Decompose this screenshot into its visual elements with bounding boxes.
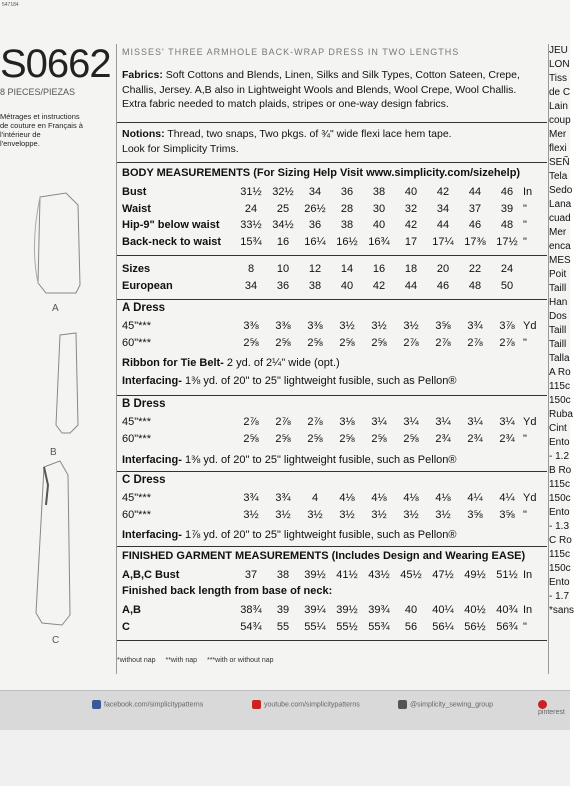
notions-text: Thread, two snaps, Two pkgs. of ¾" wide flexi lace hem tape. bbox=[167, 128, 452, 140]
table-cell: 40¾ bbox=[496, 604, 518, 617]
translated-line: Lain bbox=[549, 101, 568, 112]
fabrics-text: Challis, Jersey. A,B also in Lightweight Wools and Blends, Wool Crepe, Wool Challis. bbox=[122, 83, 517, 96]
table-cell: 38 bbox=[372, 186, 386, 199]
table-cell: 34 bbox=[244, 279, 258, 292]
unit-cell: In bbox=[523, 604, 533, 617]
table-cell: 34 bbox=[308, 186, 322, 199]
table-cell: 40 bbox=[340, 279, 354, 292]
table-row bbox=[122, 261, 551, 278]
table-cell: 12 bbox=[308, 263, 322, 276]
divider bbox=[117, 546, 547, 547]
table-cell: 2⅞ bbox=[243, 416, 259, 429]
table-cell: 4⅛ bbox=[435, 492, 451, 505]
translated-line: B Ro bbox=[549, 465, 572, 476]
fabrics-label: Fabrics: bbox=[122, 69, 163, 81]
table-cell: 3½ bbox=[371, 320, 387, 333]
table-cell: 3½ bbox=[371, 508, 387, 521]
translated-line: Tela bbox=[549, 171, 568, 182]
table-cell: 56¾ bbox=[496, 620, 518, 633]
table-row bbox=[122, 335, 551, 352]
table-cell: 39 bbox=[276, 604, 290, 617]
table-cell: 38 bbox=[276, 569, 290, 582]
table-cell: 51½ bbox=[496, 569, 518, 582]
table-row bbox=[122, 217, 551, 234]
unit-cell: " bbox=[523, 202, 527, 215]
table-cell: 2¾ bbox=[499, 432, 515, 445]
table-cell: 2⅝ bbox=[403, 432, 419, 445]
table-cell: 28 bbox=[340, 202, 354, 215]
table-cell: 16¾ bbox=[368, 235, 390, 248]
translated-line: 115c bbox=[549, 381, 570, 392]
translated-line: Ento bbox=[549, 437, 570, 448]
translated-line: SEÑ bbox=[549, 157, 570, 168]
table-cell: 30 bbox=[372, 202, 386, 215]
table-cell: 3½ bbox=[403, 320, 419, 333]
table-cell: 2⅝ bbox=[275, 432, 291, 445]
unit-cell bbox=[523, 261, 551, 278]
fabrics-section bbox=[122, 68, 542, 112]
french-note bbox=[0, 112, 112, 148]
translated-line: Han bbox=[549, 297, 568, 308]
table-cell: 43½ bbox=[368, 569, 390, 582]
translated-line: A Ro bbox=[549, 367, 571, 378]
table-cell: 20 bbox=[436, 263, 450, 276]
table-cell: 24 bbox=[500, 263, 514, 276]
table-cell: 10 bbox=[276, 263, 290, 276]
table-row bbox=[122, 184, 551, 201]
table-cell: 31½ bbox=[240, 186, 262, 199]
unit-cell: " bbox=[523, 432, 527, 445]
table-cell: 3¾ bbox=[467, 320, 483, 333]
translated-line: flexi bbox=[549, 143, 567, 154]
body-measurements-heading: BODY MEASUREMENTS (For Sizing Help Visit www.simplicity.com/sizehelp) bbox=[122, 167, 521, 179]
translated-line: 150c bbox=[549, 563, 571, 574]
table-cell: 3½ bbox=[307, 508, 323, 521]
translated-line: Talla bbox=[549, 353, 570, 364]
table-cell: 40 bbox=[404, 186, 418, 199]
divider bbox=[117, 122, 547, 123]
notions-section bbox=[122, 127, 542, 156]
dress-b-yardage-table bbox=[122, 414, 551, 447]
interfacing-c-note bbox=[122, 529, 457, 541]
translated-line: 115c bbox=[549, 479, 570, 490]
divider bbox=[117, 395, 547, 396]
unit-cell: Yd bbox=[523, 492, 537, 505]
table-cell: 56 bbox=[404, 620, 418, 633]
table-cell: 3¾ bbox=[275, 492, 291, 505]
translated-line: Ento bbox=[549, 577, 570, 588]
table-cell: 40¼ bbox=[432, 604, 454, 617]
table-cell: 2⅞ bbox=[307, 416, 323, 429]
table-cell: 2⅝ bbox=[371, 432, 387, 445]
unit-cell: Yd bbox=[523, 320, 537, 333]
table-cell: 46 bbox=[436, 279, 450, 292]
ribbon-note bbox=[122, 357, 340, 369]
table-row bbox=[122, 234, 551, 251]
table-cell: 3½ bbox=[403, 508, 419, 521]
view-illustrations bbox=[18, 185, 113, 655]
table-row bbox=[122, 278, 551, 295]
pattern-number: S0662 bbox=[0, 42, 111, 86]
row-label: 60"*** bbox=[122, 508, 151, 521]
dress-c-heading: C Dress bbox=[122, 474, 166, 486]
table-cell: 55¼ bbox=[304, 620, 326, 633]
interfacing-text: 1⅜ yd. of 20" to 25" lightweight fusible, such as Pellon® bbox=[184, 375, 457, 387]
translated-line: coup bbox=[549, 115, 571, 126]
translated-line: Ruba bbox=[549, 409, 573, 420]
dress-a-heading: A Dress bbox=[122, 302, 166, 314]
table-cell: 40½ bbox=[464, 604, 486, 617]
table-cell: 3¼ bbox=[371, 416, 387, 429]
row-label: 60"*** bbox=[122, 336, 151, 349]
table-cell: 32½ bbox=[272, 186, 294, 199]
row-label: Back-neck to waist bbox=[122, 235, 222, 248]
table-cell: 16¼ bbox=[304, 235, 326, 248]
interfacing-b-note bbox=[122, 454, 457, 466]
view-label-b: B bbox=[50, 447, 57, 458]
unit-cell: " bbox=[523, 508, 527, 521]
translated-line: 115c bbox=[549, 549, 570, 560]
table-row bbox=[122, 619, 551, 636]
table-cell: 55¾ bbox=[368, 620, 390, 633]
view-a-sketch bbox=[38, 193, 80, 293]
table-cell: 3⅝ bbox=[499, 508, 515, 521]
row-label: A,B bbox=[122, 604, 141, 617]
table-cell: 4⅛ bbox=[403, 492, 419, 505]
twitter-text: @simplicity_sewing_group bbox=[410, 701, 493, 709]
page-bottom-margin bbox=[0, 730, 570, 786]
view-b-sketch bbox=[56, 333, 78, 433]
table-cell: 3¼ bbox=[435, 416, 451, 429]
table-cell: 56¼ bbox=[432, 620, 454, 633]
unit-cell: Yd bbox=[523, 416, 537, 429]
table-cell: 15¾ bbox=[240, 235, 262, 248]
table-cell: 38 bbox=[340, 219, 354, 232]
row-label: European bbox=[122, 279, 173, 292]
table-cell: 4 bbox=[311, 492, 319, 505]
table-cell: 2⅝ bbox=[339, 432, 355, 445]
translated-line: 150c bbox=[549, 493, 571, 504]
table-cell: 42 bbox=[436, 186, 450, 199]
table-cell: 48 bbox=[468, 279, 482, 292]
table-cell: 2⅞ bbox=[403, 336, 419, 349]
table-cell: 4⅛ bbox=[339, 492, 355, 505]
unit-cell: In bbox=[523, 569, 533, 582]
view-c-sketch bbox=[36, 461, 70, 625]
unit-cell bbox=[523, 278, 551, 295]
table-cell: 3⅜ bbox=[243, 320, 259, 333]
table-cell: 39 bbox=[500, 202, 514, 215]
translated-line: MES bbox=[549, 255, 571, 266]
unit-cell: " bbox=[523, 235, 527, 248]
table-cell: 26½ bbox=[304, 202, 326, 215]
table-cell: 3¼ bbox=[467, 416, 483, 429]
facebook-icon bbox=[92, 700, 101, 709]
table-cell: 34½ bbox=[272, 219, 294, 232]
row-label: A,B,C Bust bbox=[122, 569, 180, 582]
translated-line: Taill bbox=[549, 325, 567, 336]
fabrics-text: Soft Cottons and Blends, Linen, Silks and Silk Types, Cotton Sateen, Crepe, bbox=[165, 69, 520, 81]
finished-length-table bbox=[122, 602, 551, 635]
divider bbox=[117, 255, 547, 256]
view-label-a: A bbox=[52, 303, 59, 314]
table-cell: 3¼ bbox=[403, 416, 419, 429]
translated-line: Dos bbox=[549, 311, 567, 322]
table-cell: 16 bbox=[372, 263, 386, 276]
footnote: *without nap bbox=[117, 657, 156, 664]
table-cell: 18 bbox=[404, 263, 418, 276]
table-cell: 2¾ bbox=[435, 432, 451, 445]
youtube-link[interactable] bbox=[252, 700, 360, 709]
translated-line: Taill bbox=[549, 283, 567, 294]
table-cell: 16½ bbox=[336, 235, 358, 248]
translated-line: Mer bbox=[549, 227, 567, 238]
interfacing-text: 1⅜ yd. of 20" to 25" lightweight fusible, such as Pellon® bbox=[184, 454, 457, 466]
table-cell: 44 bbox=[468, 186, 482, 199]
table-cell: 47½ bbox=[432, 569, 454, 582]
table-cell: 14 bbox=[340, 263, 354, 276]
table-row bbox=[122, 507, 551, 524]
table-row bbox=[122, 602, 551, 619]
table-cell: 36 bbox=[276, 279, 290, 292]
translated-line: - 1.3 bbox=[549, 521, 570, 532]
dress-b-heading: B Dress bbox=[122, 398, 166, 410]
table-cell: 8 bbox=[247, 263, 255, 276]
table-cell: 36 bbox=[340, 186, 354, 199]
table-cell: 46 bbox=[500, 186, 514, 199]
table-cell: 2¾ bbox=[467, 432, 483, 445]
unit-cell: " bbox=[523, 620, 527, 633]
table-cell: 4¼ bbox=[467, 492, 483, 505]
pinterest-text: pinterest bbox=[538, 709, 565, 716]
translated-line: Ento bbox=[549, 507, 570, 518]
youtube-text: youtube.com/simplicitypatterns bbox=[264, 701, 360, 709]
ribbon-text: 2 yd. of 2¼" wide (opt.) bbox=[226, 357, 340, 369]
table-cell: 37 bbox=[244, 569, 258, 582]
unit-cell: " bbox=[523, 336, 527, 349]
youtube-icon bbox=[252, 700, 261, 709]
table-cell: 39½ bbox=[304, 569, 326, 582]
row-label: 45"*** bbox=[122, 492, 151, 505]
ribbon-label: Ribbon for Tie Belt- bbox=[122, 357, 224, 369]
table-cell: 3⅝ bbox=[467, 508, 483, 521]
finished-measurements-heading: FINISHED GARMENT MEASUREMENTS (Includes Design and Wearing EASE) bbox=[122, 550, 526, 562]
table-cell: 3⅞ bbox=[499, 320, 515, 333]
table-cell: 2⅝ bbox=[307, 432, 323, 445]
translated-line: de C bbox=[549, 87, 571, 98]
unit-cell: " bbox=[523, 219, 527, 232]
table-row bbox=[122, 414, 551, 431]
footnotes bbox=[117, 657, 282, 664]
translated-line: Lana bbox=[549, 199, 572, 210]
table-cell: 2⅝ bbox=[339, 336, 355, 349]
table-cell: 50 bbox=[500, 279, 514, 292]
sizes-table bbox=[122, 261, 551, 294]
table-cell: 3⅜ bbox=[307, 320, 323, 333]
table-cell: 2⅝ bbox=[275, 336, 291, 349]
table-cell: 56½ bbox=[464, 620, 486, 633]
dress-a-yardage-table bbox=[122, 318, 551, 351]
table-cell: 4¼ bbox=[499, 492, 515, 505]
translated-line: JEU bbox=[549, 45, 568, 56]
translated-line: C Ro bbox=[549, 535, 572, 546]
translated-line: - 1.2 bbox=[549, 451, 570, 462]
table-cell: 40 bbox=[404, 604, 418, 617]
table-cell: 3⅜ bbox=[275, 320, 291, 333]
footnote: ***with or without nap bbox=[206, 657, 274, 664]
table-cell: 2⅞ bbox=[499, 336, 515, 349]
pattern-title: MISSES' THREE ARMHOLE BACK-WRAP DRESS IN TWO LENGTHS bbox=[122, 47, 460, 57]
table-cell: 4⅛ bbox=[371, 492, 387, 505]
table-cell: 17⅜ bbox=[464, 235, 486, 248]
table-cell: 17 bbox=[404, 235, 418, 248]
translated-line: 150c bbox=[549, 395, 571, 406]
interfacing-text: 1⅞ yd. of 20" to 25" lightweight fusible, such as Pellon® bbox=[184, 529, 457, 541]
french-note-line: de couture en Français à bbox=[0, 121, 83, 130]
table-cell: 3½ bbox=[275, 508, 291, 521]
table-cell: 42 bbox=[372, 279, 386, 292]
pieces-count: 8 PIECES/PIEZAS bbox=[0, 87, 76, 97]
row-label: 60"*** bbox=[122, 432, 151, 445]
fabrics-text: Extra fabric needed to match plaids, stripes or one-way design fabrics. bbox=[122, 98, 449, 110]
table-cell: 44 bbox=[436, 219, 450, 232]
translated-line: Cint bbox=[549, 423, 567, 434]
translated-column bbox=[548, 44, 574, 674]
pinterest-link[interactable] bbox=[538, 700, 570, 716]
row-label: Waist bbox=[122, 202, 151, 215]
table-cell: 49½ bbox=[464, 569, 486, 582]
body-measurements-table bbox=[122, 184, 551, 250]
translated-line: enca bbox=[549, 241, 571, 252]
interfacing-label: Interfacing- bbox=[122, 454, 182, 466]
pinterest-icon bbox=[538, 700, 547, 709]
table-cell: 41½ bbox=[336, 569, 358, 582]
translated-line: Taill bbox=[549, 339, 567, 350]
table-cell: 2⅝ bbox=[371, 336, 387, 349]
table-cell: 16 bbox=[276, 235, 290, 248]
table-cell: 40 bbox=[372, 219, 386, 232]
table-cell: 17¼ bbox=[432, 235, 454, 248]
table-cell: 3½ bbox=[339, 320, 355, 333]
table-cell: 2⅞ bbox=[275, 416, 291, 429]
french-note-line: Métrages et instructions bbox=[0, 112, 80, 121]
twitter-link[interactable] bbox=[398, 700, 493, 709]
table-row bbox=[122, 201, 551, 218]
table-cell: 38 bbox=[308, 279, 322, 292]
translated-line: - 1.7 bbox=[549, 591, 570, 602]
translated-line: Tiss bbox=[549, 73, 567, 84]
table-cell: 48 bbox=[500, 219, 514, 232]
table-cell: 2⅞ bbox=[435, 336, 451, 349]
unit-cell: In bbox=[523, 186, 533, 199]
table-cell: 3½ bbox=[243, 508, 259, 521]
translated-line: LON bbox=[549, 59, 570, 70]
row-label: Hip-9" below waist bbox=[122, 219, 220, 232]
table-cell: 34 bbox=[436, 202, 450, 215]
row-label: 45"*** bbox=[122, 416, 151, 429]
row-label: Bust bbox=[122, 186, 147, 199]
translated-line: *sans bbox=[549, 605, 574, 616]
back-length-heading: Finished back length from base of neck: bbox=[122, 585, 333, 597]
translated-line: Mer bbox=[549, 129, 567, 140]
table-cell: 36 bbox=[308, 219, 322, 232]
table-cell: 25 bbox=[276, 202, 290, 215]
table-cell: 17½ bbox=[496, 235, 518, 248]
table-cell: 38¾ bbox=[240, 604, 262, 617]
table-cell: 3¾ bbox=[243, 492, 259, 505]
interfacing-label: Interfacing- bbox=[122, 375, 182, 387]
translated-line: Poit bbox=[549, 269, 567, 280]
translated-line: cuad bbox=[549, 213, 571, 224]
table-cell: 55 bbox=[276, 620, 290, 633]
french-note-line: l'intérieur de bbox=[0, 130, 41, 139]
view-label-c: C bbox=[52, 635, 60, 646]
french-note-line: l'enveloppe. bbox=[0, 139, 40, 148]
table-cell: 2⅝ bbox=[307, 336, 323, 349]
table-cell: 37 bbox=[468, 202, 482, 215]
table-cell: 24 bbox=[244, 202, 258, 215]
divider bbox=[117, 299, 547, 300]
dress-c-yardage-table bbox=[122, 490, 551, 523]
divider bbox=[117, 640, 547, 641]
notions-text: Look for Simplicity Trims. bbox=[122, 142, 239, 155]
facebook-text: facebook.com/simplicitypatterns bbox=[104, 701, 204, 709]
table-row bbox=[122, 318, 551, 335]
twitter-icon bbox=[398, 700, 407, 709]
table-cell: 3⅝ bbox=[435, 320, 451, 333]
row-label: Sizes bbox=[122, 263, 151, 276]
table-cell: 2⅝ bbox=[243, 336, 259, 349]
table-cell: 39¼ bbox=[304, 604, 326, 617]
table-cell: 3½ bbox=[435, 508, 451, 521]
table-cell: 44 bbox=[404, 279, 418, 292]
scan-code: 547184 bbox=[2, 2, 19, 8]
finished-bust-table bbox=[122, 567, 551, 584]
table-cell: 46 bbox=[468, 219, 482, 232]
envelope-flap-band bbox=[0, 690, 570, 731]
table-cell: 39¾ bbox=[368, 604, 390, 617]
table-row bbox=[122, 567, 551, 584]
notions-label: Notions: bbox=[122, 128, 165, 140]
table-cell: 54¾ bbox=[240, 620, 262, 633]
table-cell: 2⅝ bbox=[243, 432, 259, 445]
divider bbox=[117, 162, 547, 163]
row-label: 45"*** bbox=[122, 320, 151, 333]
table-cell: 3⅛ bbox=[339, 416, 355, 429]
table-row bbox=[122, 431, 551, 448]
table-cell: 2⅞ bbox=[467, 336, 483, 349]
table-cell: 32 bbox=[404, 202, 418, 215]
table-cell: 22 bbox=[468, 263, 482, 276]
table-cell: 3¼ bbox=[499, 416, 515, 429]
table-cell: 39½ bbox=[336, 604, 358, 617]
facebook-link[interactable] bbox=[92, 700, 203, 709]
table-cell: 33½ bbox=[240, 219, 262, 232]
table-cell: 45½ bbox=[400, 569, 422, 582]
interfacing-label: Interfacing- bbox=[122, 529, 182, 541]
interfacing-a-note bbox=[122, 375, 457, 387]
divider bbox=[117, 471, 547, 472]
footnote: **with nap bbox=[165, 657, 198, 664]
table-cell: 3½ bbox=[339, 508, 355, 521]
table-cell: 55½ bbox=[336, 620, 358, 633]
row-label: C bbox=[122, 620, 130, 633]
table-cell: 42 bbox=[404, 219, 418, 232]
table-row bbox=[122, 490, 551, 507]
translated-line: Sedo bbox=[549, 185, 573, 196]
